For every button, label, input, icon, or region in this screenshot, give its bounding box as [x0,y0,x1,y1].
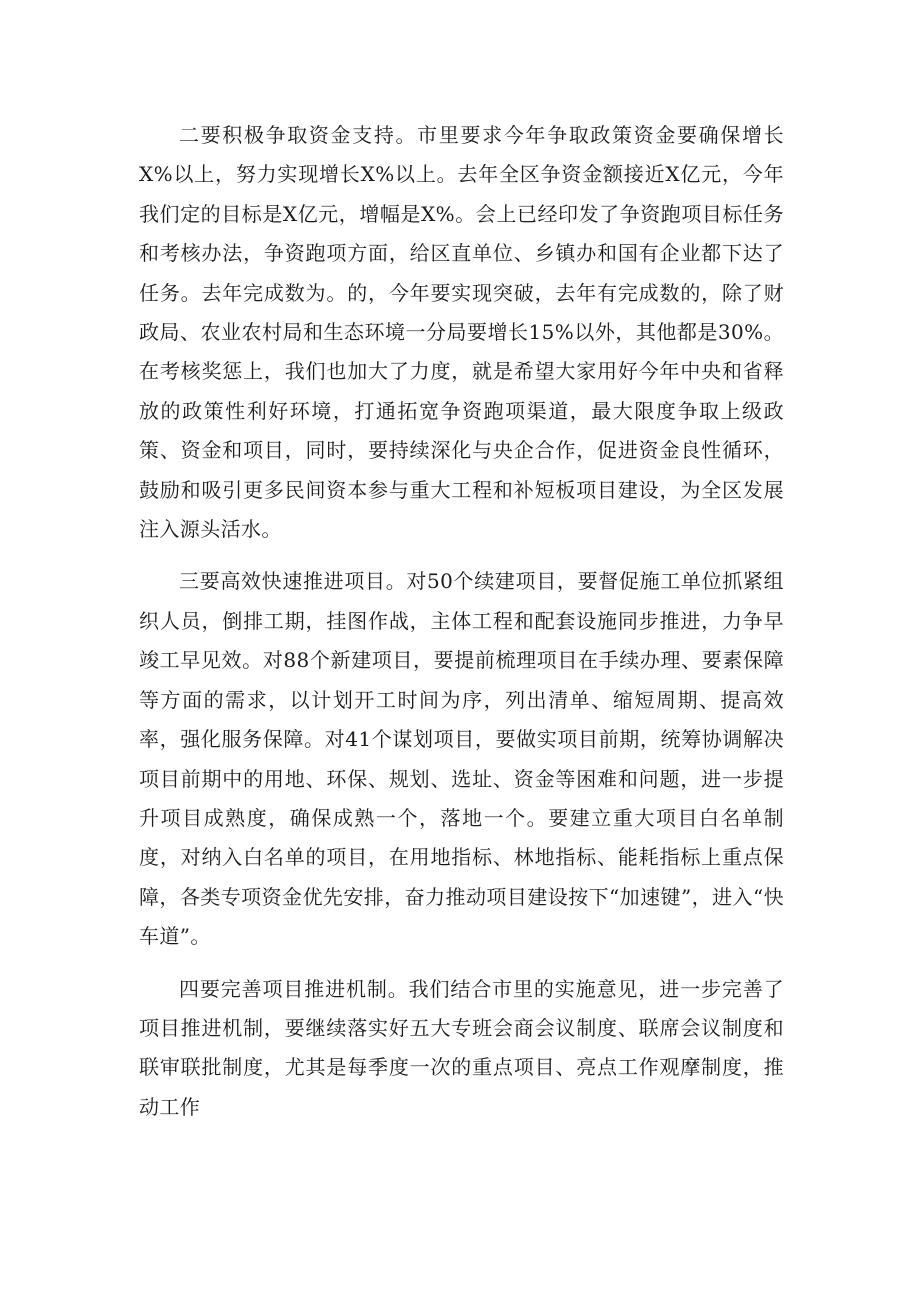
document-body [139,116,784,1140]
paragraph-funding-support: 二要积极争取资金支持。市里要求今年争取政策资金要确保增长X%以上，努力实现增长X%以上。去年全区争资金额接近X亿元，今年我们定的目标是X亿元，增幅是X%。会上已经印发了争资跑项目标任务和考核办法，争资跑项方面，给区直单位、乡镇办和国有企业都下达了任务。去年完成数为。的，今年要实现突破，去年有完成数的，除了财政局、农业农村局和生态环境一分局要增长15%以外，其他都是30%。在考核奖惩上，我们也加大了力度，就是希望大家用好今年中央和省释放的政策性利好环境，打通拓宽争资跑项渠道，最大限度争取上级政策、资金和项目，同时，要持续深化与央企合作，促进资金良性循环，鼓励和吸引更多民间资本参与重大工程和补短板项目建设，为全区发展注入源头活水。 [139,123,784,542]
paragraph-project-mechanism: 四要完善项目推进机制。我们结合市里的实施意见，进一步完善了项目推进机制，要继续落实好五大专班会商会议制度、联席会议制度和联审联批制度，尤其是每季度一次的重点项目、亮点工作观摩制度，推动工作 [139,976,784,1119]
paragraph-project-advancement: 三要高效快速推进项目。对50个续建项目，要督促施工单位抓紧组织人员，倒排工期，挂图作战，主体工程和配套设施同步推进，力争早竣工早见效。对88个新建项目，要提前梳理项目在手续办理、要素保障等方面的需求，以计划开工时间为序，列出清单、缩短周期、提高效率，强化服务保障。对41个谋划项目，要做实项目前期，统筹协调解决项目前期中的用地、环保、规划、选址、资金等困难和问题，进一步提升项目成熟度，确保成熟一个，落地一个。要建立重大项目白名单制度，对纳入白名单的项目，在用地指标、林地指标、能耗指标上重点保障，各类专项资金优先安排，奋力推动项目建设按下“加速键”，进入“快车道”。 [139,569,784,949]
